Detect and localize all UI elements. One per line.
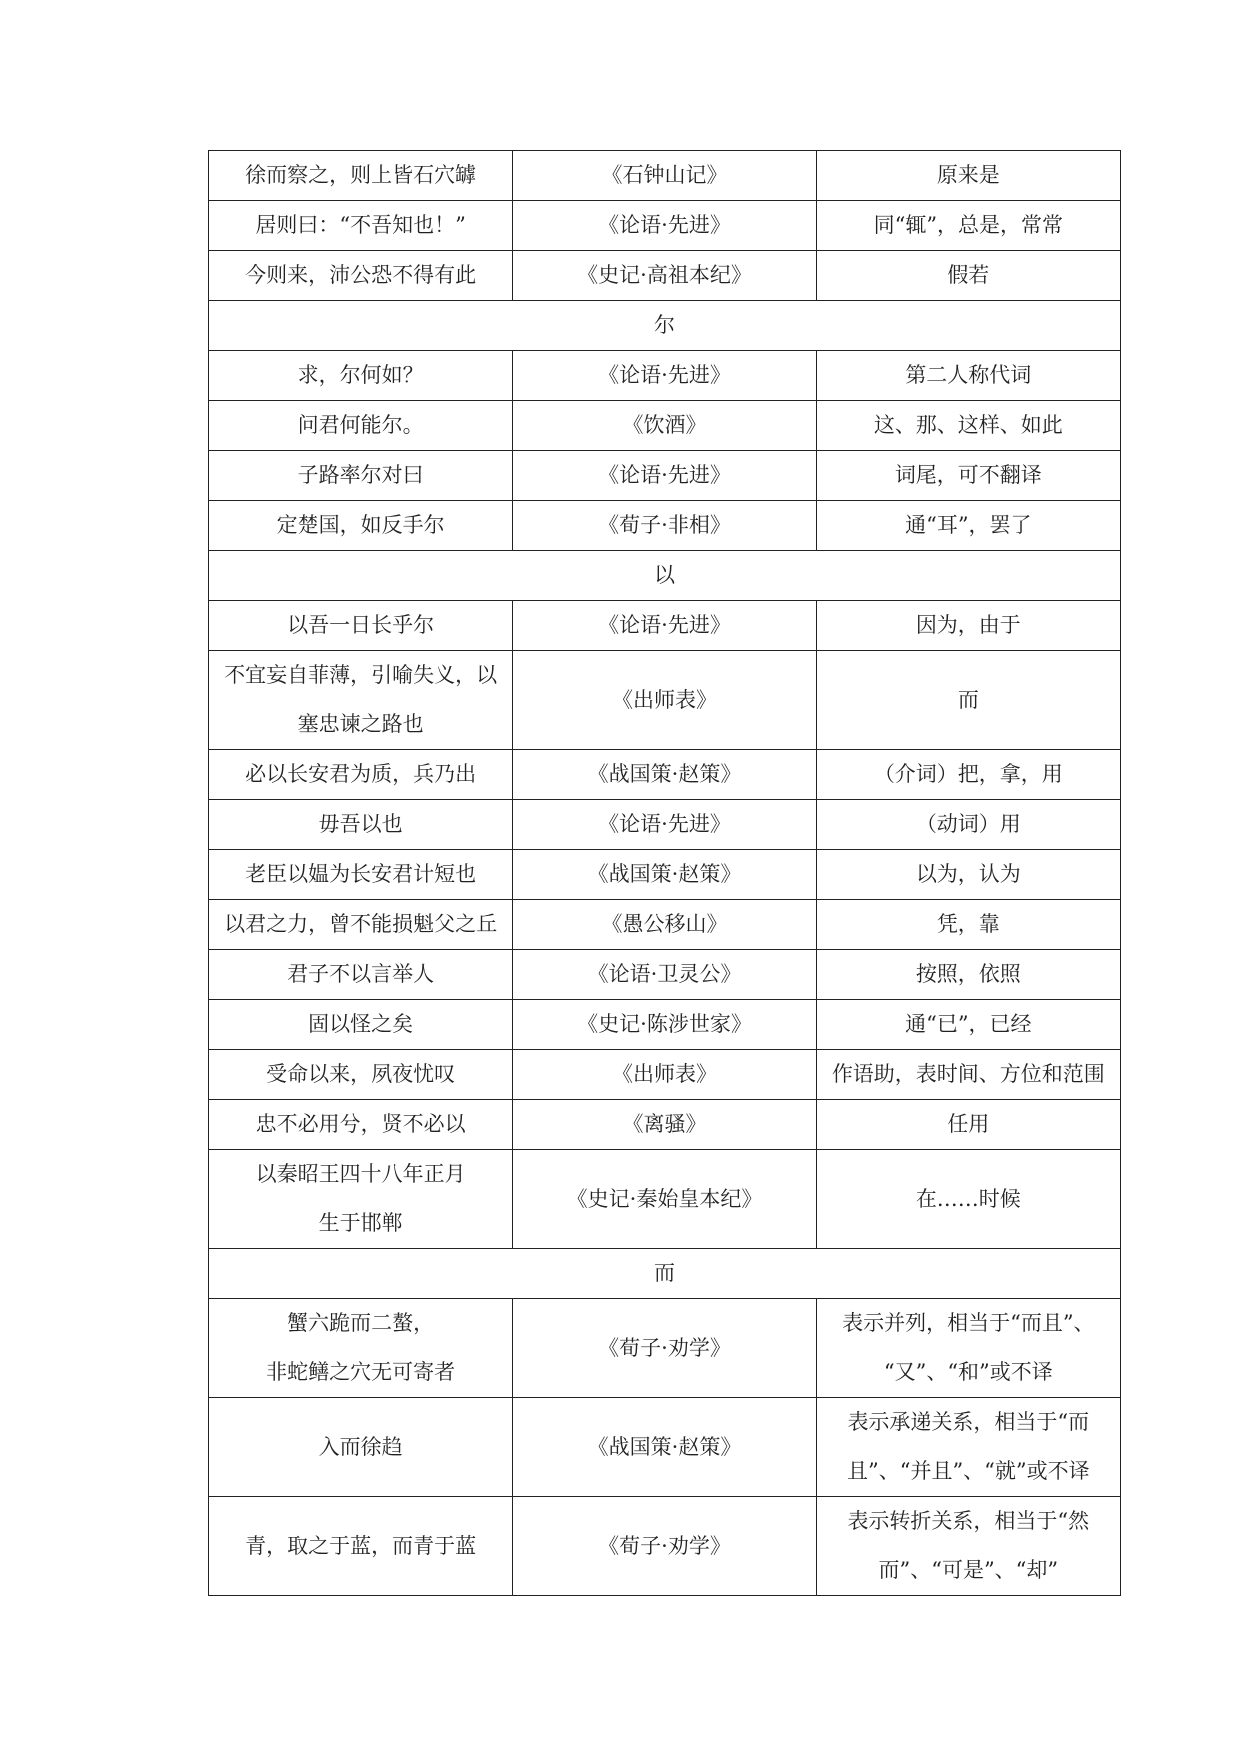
example-sentence-cell-line: 固以怪之矣: [308, 1012, 414, 1036]
word-usage-table: [208, 150, 1121, 1596]
example-sentence-cell-line: 生于邯郸: [318, 1211, 403, 1235]
example-sentence-cell-line: 受命以来，夙夜忧叹: [266, 1062, 456, 1086]
example-sentence-cell-line: 青，取之于蓝，而青于蓝: [245, 1533, 477, 1558]
meaning-cell-line: （动词）用: [915, 812, 1021, 836]
meaning-cell-line: 通“耳”，罢了: [905, 513, 1032, 537]
example-sentence-cell-line: 非蛇鳝之穴无可寄者: [266, 1360, 456, 1384]
meaning-cell: [816, 151, 1120, 201]
source-cell: 《论语·先进》: [513, 800, 816, 850]
meaning-cell: [816, 401, 1120, 451]
meaning-cell: [816, 1299, 1120, 1398]
example-sentence-cell: [209, 251, 513, 301]
source-cell: 《愚公移山》: [513, 900, 816, 950]
source-cell: 《论语·先进》: [513, 451, 816, 501]
table-row: [209, 1150, 1121, 1249]
example-sentence-cell: [209, 950, 513, 1000]
example-sentence-cell-line: 今则来，沛公恐不得有此: [245, 263, 477, 287]
meaning-cell: [816, 1000, 1120, 1050]
table-row: [209, 850, 1121, 900]
meaning-cell: [816, 251, 1120, 301]
source-cell: 《论语·卫灵公》: [513, 950, 816, 1000]
meaning-cell-line: 假若: [947, 263, 990, 287]
table-row: [209, 950, 1121, 1000]
source-cell: 《史记·高祖本纪》: [513, 251, 816, 301]
example-sentence-cell-line: 老臣以媪为长安君计短也: [245, 862, 477, 886]
table-row: [209, 1398, 1121, 1497]
section-header-cell: 以: [209, 551, 1121, 601]
example-sentence-cell: [209, 1000, 513, 1050]
section-header-row: [209, 301, 1121, 351]
table-row: [209, 251, 1121, 301]
example-sentence-cell-line: 求，尔何如？: [297, 363, 424, 387]
example-sentence-cell: [209, 800, 513, 850]
meaning-cell-line: 同“辄”，总是，常常: [873, 213, 1064, 237]
meaning-cell: [816, 351, 1120, 401]
meaning-cell-line: 而”、“可是”、“却”: [878, 1558, 1059, 1582]
meaning-cell: [816, 850, 1120, 900]
source-cell: 《出师表》: [513, 651, 816, 750]
example-sentence-cell-line: 必以长安君为质，兵乃出: [245, 762, 477, 786]
meaning-cell-line: 词尾，可不翻译: [894, 463, 1042, 487]
section-header-cell: 尔: [209, 301, 1121, 351]
meaning-cell-line: 表示转折关系，相当于“然: [847, 1509, 1090, 1533]
meaning-cell: [816, 501, 1120, 551]
example-sentence-cell: [209, 601, 513, 651]
table-row: [209, 1299, 1121, 1398]
example-sentence-cell-line: 君子不以言举人: [287, 962, 435, 986]
source-cell: 《论语·先进》: [513, 601, 816, 651]
source-cell: 《论语·先进》: [513, 201, 816, 251]
example-sentence-cell: [209, 850, 513, 900]
table-row: [209, 401, 1121, 451]
table-body: [209, 151, 1121, 1596]
example-sentence-cell: [209, 401, 513, 451]
meaning-cell-line: 因为，由于: [915, 613, 1021, 637]
meaning-cell-line: （介词）把，拿，用: [873, 762, 1063, 786]
source-cell: 《战国策·赵策》: [513, 1398, 816, 1497]
meaning-cell-line: 以为，认为: [915, 862, 1021, 886]
table-row: [209, 900, 1121, 950]
table-row: [209, 601, 1121, 651]
example-sentence-cell: [209, 651, 513, 750]
example-sentence-cell: [209, 1497, 513, 1596]
source-cell: 《饮酒》: [513, 401, 816, 451]
table-row: [209, 1100, 1121, 1150]
section-header-row: [209, 1249, 1121, 1299]
table-row: [209, 750, 1121, 800]
meaning-cell: [816, 1150, 1120, 1249]
example-sentence-cell-line: 以君之力，曾不能损魁父之丘: [224, 912, 498, 936]
meaning-cell: [816, 1497, 1120, 1596]
meaning-cell-line: 原来是: [936, 163, 1000, 187]
example-sentence-cell-line: 以秦昭王四十八年正月: [255, 1162, 466, 1186]
table-row: [209, 1000, 1121, 1050]
example-sentence-cell: [209, 351, 513, 401]
source-cell: 《战国策·赵策》: [513, 750, 816, 800]
meaning-cell-line: “又”、“和”或不译: [883, 1360, 1053, 1384]
example-sentence-cell: [209, 451, 513, 501]
table-row: [209, 800, 1121, 850]
example-sentence-cell: [209, 501, 513, 551]
meaning-cell-line: 而: [957, 687, 979, 712]
source-cell: 《史记·陈涉世家》: [513, 1000, 816, 1050]
table-row: [209, 501, 1121, 551]
table-row: [209, 201, 1121, 251]
table-row: [209, 651, 1121, 750]
example-sentence-cell: [209, 750, 513, 800]
meaning-cell-line: 通“已”，已经: [905, 1012, 1032, 1036]
meaning-cell-line: 按照，依照: [915, 962, 1021, 986]
example-sentence-cell: [209, 900, 513, 950]
example-sentence-cell-line: 居则曰：“不吾知也！”: [255, 213, 466, 237]
example-sentence-cell-line: 定楚国，如反手尔: [276, 513, 445, 537]
meaning-cell: [816, 750, 1120, 800]
source-cell: 《荀子·非相》: [513, 501, 816, 551]
table-row: [209, 1497, 1121, 1596]
example-sentence-cell-line: 塞忠谏之路也: [297, 712, 424, 736]
meaning-cell: [816, 601, 1120, 651]
source-cell: 《战国策·赵策》: [513, 850, 816, 900]
meaning-cell-line: 且”、“并且”、“就”或不译: [846, 1459, 1090, 1483]
example-sentence-cell: [209, 1150, 513, 1249]
example-sentence-cell: [209, 201, 513, 251]
meaning-cell: [816, 1050, 1120, 1100]
example-sentence-cell: [209, 1100, 513, 1150]
meaning-cell-line: 表示承递关系，相当于“而: [847, 1410, 1090, 1434]
meaning-cell-line: 表示并列，相当于“而且”、: [842, 1311, 1095, 1335]
meaning-cell: [816, 1100, 1120, 1150]
example-sentence-cell-line: 入而徐趋: [318, 1434, 403, 1459]
table-row: [209, 451, 1121, 501]
source-cell: 《荀子·劝学》: [513, 1497, 816, 1596]
meaning-cell: [816, 900, 1120, 950]
example-sentence-cell: [209, 1398, 513, 1497]
meaning-cell: [816, 651, 1120, 750]
meaning-cell: [816, 950, 1120, 1000]
meaning-cell-line: 第二人称代词: [905, 363, 1032, 387]
example-sentence-cell-line: 蟹六跪而二螯，: [287, 1311, 435, 1335]
example-sentence-cell-line: 不宜妄自菲薄，引喻失义，以: [224, 663, 498, 687]
meaning-cell: [816, 800, 1120, 850]
source-cell: 《论语·先进》: [513, 351, 816, 401]
example-sentence-cell-line: 忠不必用兮，贤不必以: [255, 1112, 466, 1136]
example-sentence-cell: [209, 151, 513, 201]
meaning-cell: [816, 201, 1120, 251]
source-cell: 《荀子·劝学》: [513, 1299, 816, 1398]
source-cell: 《出师表》: [513, 1050, 816, 1100]
section-header-cell: 而: [209, 1249, 1121, 1299]
example-sentence-cell: [209, 1050, 513, 1100]
source-cell: 《离骚》: [513, 1100, 816, 1150]
meaning-cell-line: 这、那、这样、如此: [873, 413, 1063, 437]
source-cell: 《石钟山记》: [513, 151, 816, 201]
example-sentence-cell-line: 子路率尔对曰: [297, 463, 424, 487]
source-cell: 《史记·秦始皇本纪》: [513, 1150, 816, 1249]
example-sentence-cell-line: 问君何能尔。: [297, 413, 424, 437]
meaning-cell-line: 凭，靠: [936, 912, 1000, 936]
meaning-cell: [816, 451, 1120, 501]
meaning-cell-line: 作语助，表时间、方位和范围: [831, 1062, 1105, 1086]
meaning-cell-line: 在……时候: [915, 1186, 1021, 1211]
table-row: [209, 351, 1121, 401]
table-row: [209, 1050, 1121, 1100]
example-sentence-cell-line: 以吾一日长乎尔: [287, 613, 435, 637]
example-sentence-cell-line: 徐而察之，则上皆石穴罅: [245, 163, 477, 187]
example-sentence-cell-line: 毋吾以也: [318, 812, 403, 836]
meaning-cell: [816, 1398, 1120, 1497]
meaning-cell-line: 任用: [947, 1112, 990, 1136]
example-sentence-cell: [209, 1299, 513, 1398]
table-row: [209, 151, 1121, 201]
section-header-row: [209, 551, 1121, 601]
